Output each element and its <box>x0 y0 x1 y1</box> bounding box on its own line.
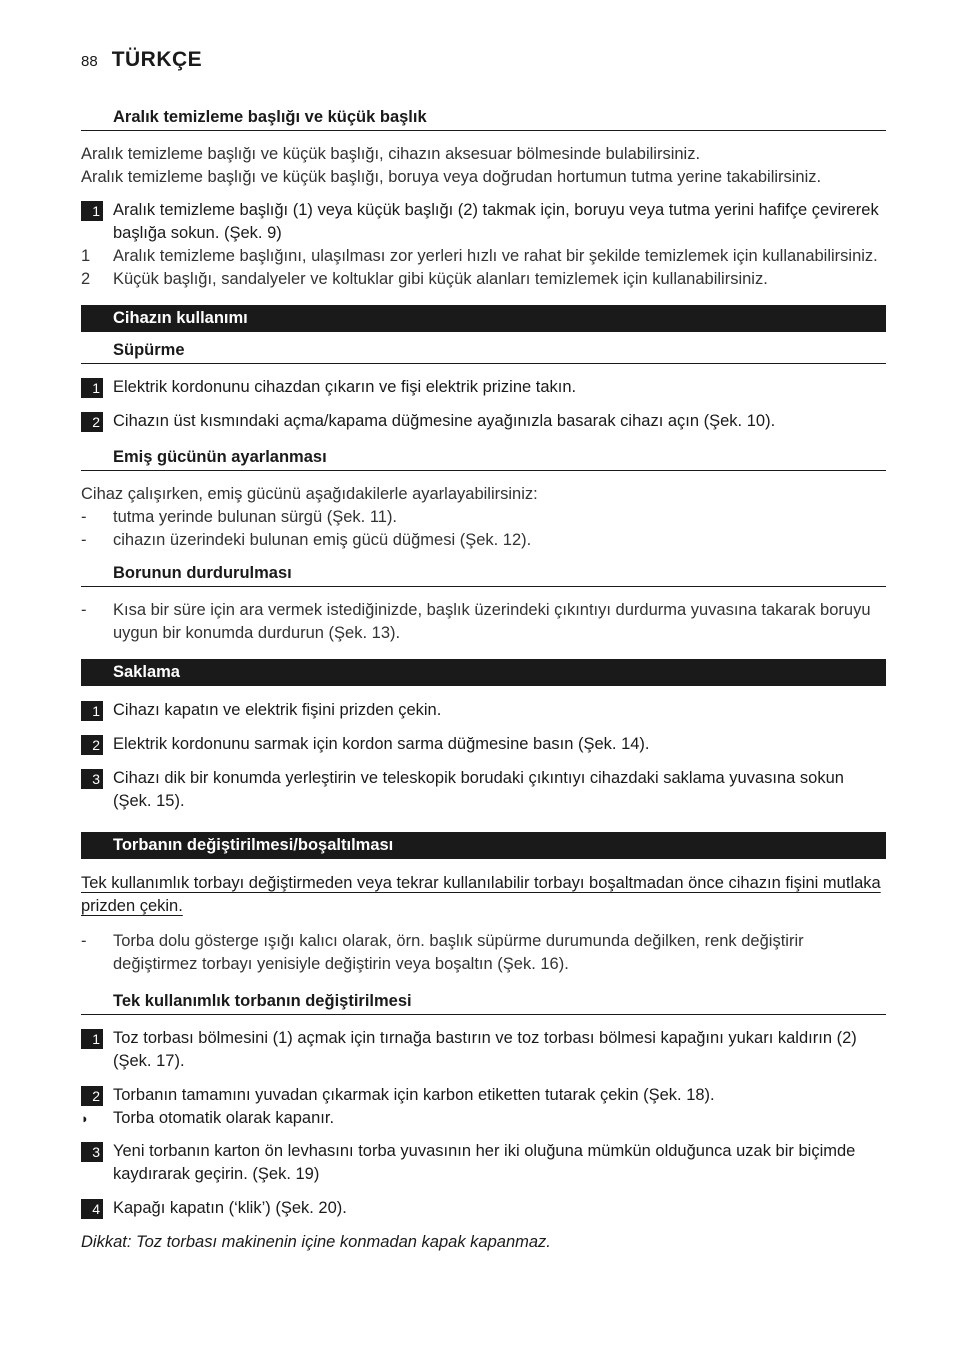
result-text: Torba otomatik olarak kapanır. <box>113 1109 335 1127</box>
step <box>81 410 886 433</box>
step-text: Elektrik kordonunu cihazdan çıkarın ve fişi elektrik prizine takın. <box>113 378 577 396</box>
list-item <box>81 930 886 976</box>
step <box>81 1140 886 1186</box>
step-text: Cihazı kapatın ve elektrik fişini prizden çekin. <box>113 701 442 719</box>
list-marker: - <box>81 531 87 549</box>
step-number: 1 <box>81 201 103 221</box>
list-marker: - <box>81 508 87 526</box>
step-number: 2 <box>81 735 103 755</box>
step <box>81 767 886 813</box>
list-text: Küçük başlığı, sandalyeler ve koltuklar gibi küçük alanları temizlemek için kullanabilirsiniz. <box>113 270 768 288</box>
list-marker: 1 <box>81 247 91 265</box>
step-text: Kapağı kapatın (‘klik’) (Şek. 20). <box>113 1199 347 1217</box>
list-marker: - <box>81 601 87 619</box>
subheading-vacuuming: Süpürme <box>81 337 886 364</box>
list-marker: 2 <box>81 270 91 288</box>
subheading-tube-parking: Borunun durdurulması <box>81 560 886 587</box>
step-text: Cihazı dik bir konumda yerleştirin ve teleskopik borudaki çıkıntıyı cihazdaki saklama yuvasına sokun (Şek. 15). <box>113 769 844 810</box>
paragraph: Aralık temizleme başlığı ve küçük başlığı, cihazın aksesuar bölmesinde bulabilirsiniz. <box>81 145 701 163</box>
step <box>81 733 886 756</box>
step-number: 3 <box>81 1142 103 1162</box>
step-text: Yeni torbanın karton ön levhasını torba yuvasının her iki oluğuna mümkün olduğunca uzak bir biçimde kaydırarak geçirin. (Şek. 19) <box>113 1142 856 1183</box>
step <box>81 1084 886 1107</box>
page-number: 88 <box>81 53 98 70</box>
list-item <box>81 245 886 268</box>
list-item <box>81 529 886 552</box>
list-text: Torba dolu gösterge ışığı kalıcı olarak, örn. başlık süpürme durumunda değilken, renk değiştirir değiştirmez torbayı yenisiyle değiştirin veya boşaltın (Şek. 16). <box>113 932 804 973</box>
warning-text: Tek kullanımlık torbayı değiştirmeden veya tekrar kullanılabilir torbayı boşaltmadan önce cihazın fişini mutlaka prizden çekin. <box>81 874 881 915</box>
step-text: Cihazın üst kısmındaki açma/kapama düğmesine ayağınızla basarak cihazı açın (Şek. 10). <box>113 412 776 430</box>
subheading-nozzles: Aralık temizleme başlığı ve küçük başlık <box>81 104 886 131</box>
step <box>81 376 886 399</box>
list-text: Aralık temizleme başlığını, ulaşılması zor yerleri hızlı ve rahat bir şekilde temizlemek için kullanabilirsiniz. <box>113 247 878 265</box>
step <box>81 199 886 245</box>
step-number: 3 <box>81 769 103 789</box>
page-content <box>81 104 886 1254</box>
step-number: 1 <box>81 701 103 721</box>
page-header <box>81 48 202 74</box>
step-number: 1 <box>81 1029 103 1049</box>
section-bar-storage: Saklama <box>81 659 886 686</box>
step-text: Torbanın tamamını yuvadan çıkarmak için karbon etiketten tutarak çekin (Şek. 18). <box>113 1086 715 1104</box>
list-item <box>81 506 886 529</box>
paragraph: Aralık temizleme başlığı ve küçük başlığı, boruya veya doğrudan hortumun tutma yerine takabilirsiniz. <box>81 168 822 186</box>
step <box>81 1027 886 1073</box>
list-item <box>81 268 886 291</box>
section-bar-using: Cihazın kullanımı <box>81 305 886 332</box>
list-marker: - <box>81 932 87 950</box>
note-text: Dikkat: Toz torbası makinenin içine konmadan kapak kapanmaz. <box>81 1233 551 1251</box>
list-text: cihazın üzerindeki bulunan emiş gücü düğmesi (Şek. 12). <box>113 531 532 549</box>
step-text: Aralık temizleme başlığı (1) veya küçük başlığı (2) takmak için, boruyu veya tutma yerini hafifçe çevirerek başlığa sokun. (Şek. 9) <box>113 201 879 242</box>
paragraph: Cihaz çalışırken, emiş gücünü aşağıdakilerle ayarlayabilirsiniz: <box>81 485 538 503</box>
list-item <box>81 599 886 645</box>
step-number: 2 <box>81 1086 103 1106</box>
language-title: TÜRKÇE <box>111 48 203 71</box>
subheading-suction: Emiş gücünün ayarlanması <box>81 444 886 471</box>
step <box>81 1197 886 1220</box>
result-marker: ◗ <box>81 1111 89 1126</box>
step-text: Elektrik kordonunu sarmak için kordon sarma düğmesine basın (Şek. 14). <box>113 735 650 753</box>
step-text: Toz torbası bölmesini (1) açmak için tırnağa bastırın ve toz torbası bölmesi kapağını yukarı kaldırın (2) (Şek. 17). <box>113 1029 857 1070</box>
subheading-disposable-bag: Tek kullanımlık torbanın değiştirilmesi <box>81 988 886 1015</box>
list-text: Kısa bir süre için ara vermek istediğinizde, başlık üzerindeki çıkıntıyı durdurma yuvasına takarak boruyu uygun bir konumda durdurun (Şek. 13). <box>113 601 871 642</box>
step-number: 2 <box>81 412 103 432</box>
step-number: 1 <box>81 378 103 398</box>
section-bar-bag: Torbanın değiştirilmesi/boşaltılması <box>81 832 886 859</box>
step-number: 4 <box>81 1199 103 1219</box>
list-text: tutma yerinde bulunan sürgü (Şek. 11). <box>113 508 398 526</box>
result-item <box>81 1107 886 1130</box>
step <box>81 699 886 722</box>
